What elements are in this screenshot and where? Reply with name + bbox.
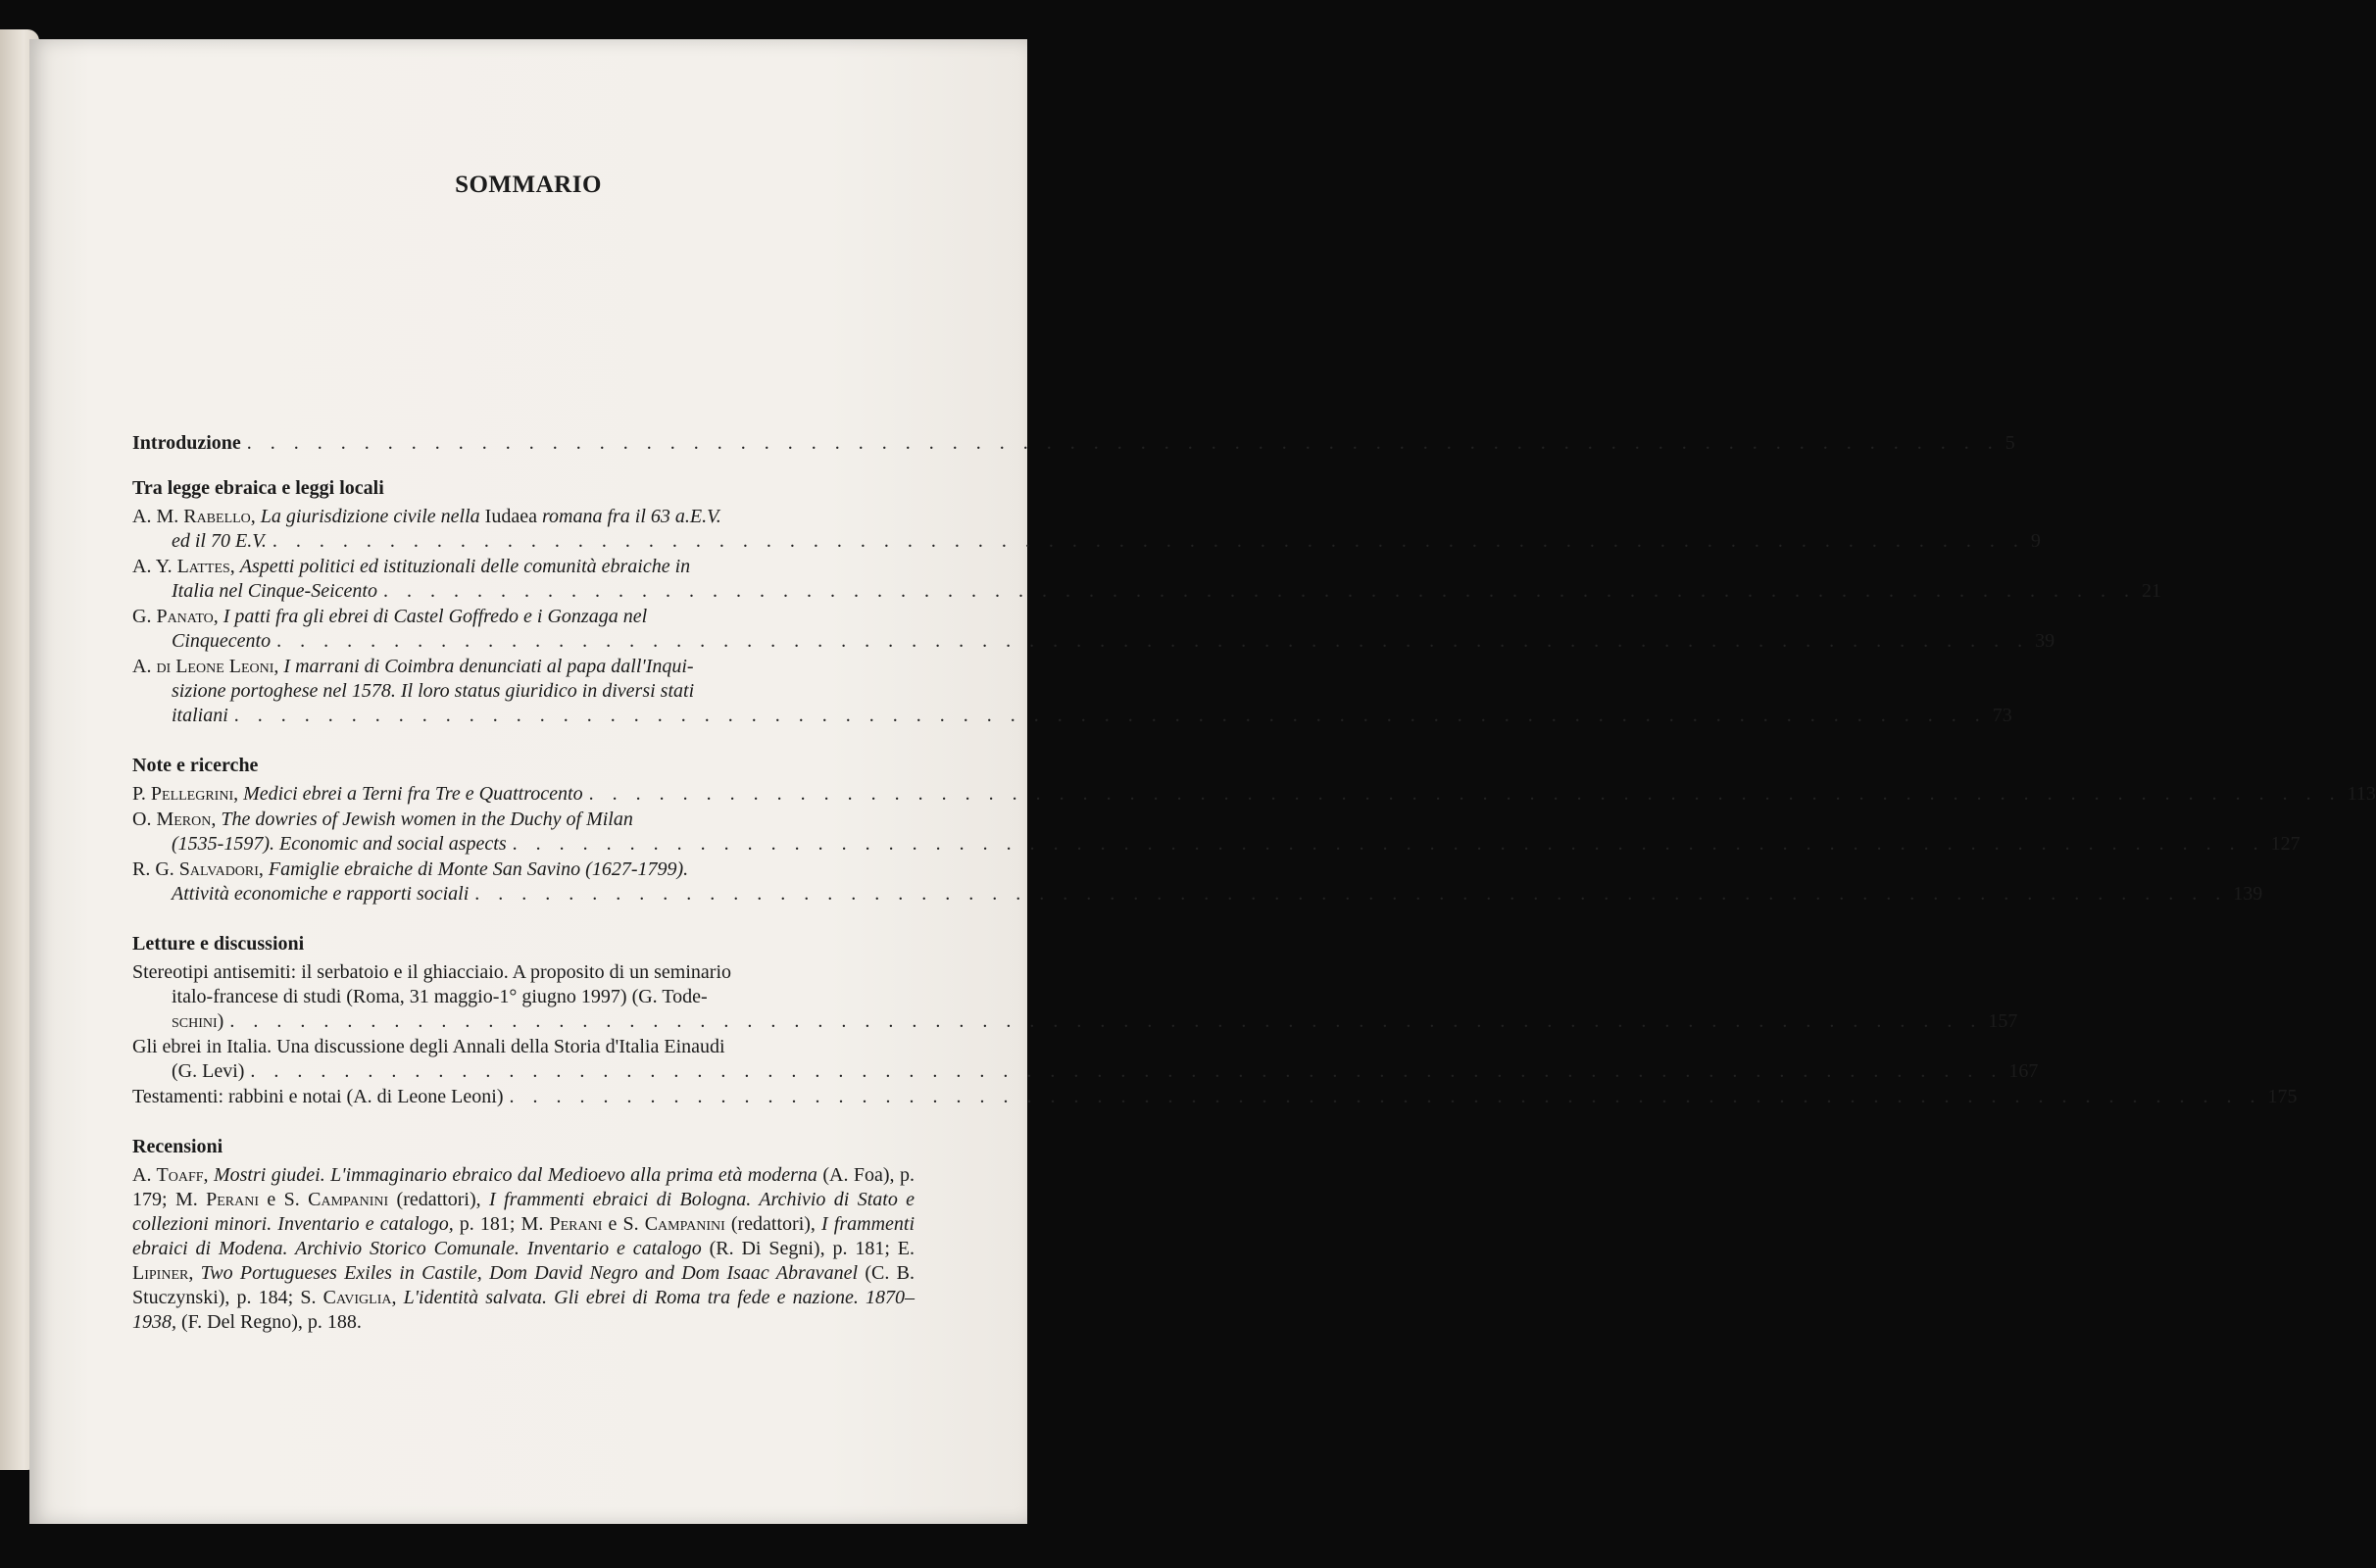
section-heading: Recensioni (132, 1136, 223, 1157)
entry-title-line: (1535-1597). Economic and social aspects (172, 833, 507, 855)
role: (redattori), (730, 1213, 816, 1235)
review-title: I frammenti ebraici di Modena. Archivio Storico Comunale. Inventario e catalogo (132, 1213, 916, 1259)
reviews-paragraph (132, 1163, 924, 1335)
review-ref: (A. Foa), p. 179; (132, 1164, 915, 1210)
toc-entry-salvadori (132, 858, 2263, 906)
review-title: I frammenti ebraici di Bologna. Archivio di Stato e collezioni minori. Inventario e catalogo, (132, 1189, 916, 1235)
toc-entry-testamenti (132, 1085, 2298, 1109)
entry-title-line: schini) (172, 1010, 224, 1032)
leader-dots: . . . . . . . . . . . . . . . . . . . . . . . . . . . . . . . . . . . . . . . . . . . . . . . . . . . . . . . . . . . . . . . . . . . . . . . . . . . (233, 705, 1987, 726)
leader-dots: . . . . . . . . . . . . . . . . . . . . . . . . . . . . . . . . . . . . . . . . . . . . . . . . . . . . . . . . . . . . . . . . . . . . . . . . . . . (229, 1010, 1983, 1032)
entry-title: The dowries of Jewish women in the Duchy of Milan (221, 808, 633, 830)
toc-entry-meron (132, 808, 2301, 857)
author: A. di Leone Leoni, (132, 656, 279, 677)
leader-dots: . . . . . . . . . . . . . . . . . . . . . . . . . . . . . . . . . . . . . . . . . . . . . . . . . . . . . . . . . . . . . . . . . . . . . . . . . . . (272, 530, 2025, 552)
entry-title-line: ed il 70 E.V. (172, 530, 267, 552)
table-of-contents (132, 431, 2376, 1335)
author: O. Meron, (132, 808, 217, 830)
review-ref: (C. B. Stuczynski), p. 184; (132, 1262, 916, 1308)
leader-dots: . . . . . . . . . . . . . . . . . . . . . . . . . . . . . . . . . . . . . . . . . . . . . . . . . . . . . . . . . . . . . . . . . . . . . . . . . . . (474, 883, 2228, 905)
entry-title: I patti fra gli ebrei di Castel Goffredo e i Gonzaga nel (223, 606, 648, 627)
review-ref: (F. Del Regno), p. 188. (181, 1311, 362, 1333)
entry-title: Testamenti: rabbini e notai (A. di Leone Leoni) (132, 1086, 504, 1107)
toc-entry-stereotipi (132, 960, 2018, 1034)
page-number: 127 (2270, 833, 2301, 855)
leader-dots: . . . . . . . . . . . . . . . . . . . . . . . . . . . . . . . . . . . . . . . . . . . . . . . . . . . . . . . . . . . . . . . . . . . . . . . . . . . (382, 580, 2136, 602)
review-title: Mostri giudei. L'immaginario ebraico dal Medioevo alla prima età moderna (213, 1164, 817, 1186)
role: (redattori), (396, 1189, 481, 1210)
page-number: 175 (2267, 1086, 2298, 1107)
toc-entry-lattes (132, 555, 2161, 604)
section-heading: Tra legge ebraica e leggi locali (132, 477, 384, 499)
author: M. Perani (520, 1213, 603, 1235)
leader-dots: . . . . . . . . . . . . . . . . . . . . . . . . . . . . . . . . . . . . . . . . . . . . . . . . . . . . . . . . . . . . . . . . . . . . . . . . . . . (588, 783, 2342, 805)
entry-title-line: italiani (172, 705, 228, 726)
entry-title: Stereotipi antisemiti: il serbatoio e il ghiacciaio. A proposito di un seminario (132, 961, 732, 983)
author: A. Y. Lattes, (132, 556, 235, 577)
section-heading: Note e ricerche (132, 755, 259, 776)
toc-entry-ebrei-in-italia (132, 1035, 2039, 1084)
leader-dots: . . . . . . . . . . . . . . . . . . . . . . . . . . . . . . . . . . . . . . . . . . . . . . . . . . . . . . . . . . . . . . . . . . . . . . . . . . . (276, 630, 2030, 652)
entry-title-line: Attività economiche e rapporti sociali (172, 883, 470, 905)
toc-entry-rabello (132, 505, 2041, 554)
leader-dots: . . . . . . . . . . . . . . . . . . . . . . . . . . . . . . . . . . . . . . . . . . . . . . . . . . . . . . . . . . . . . . . . . . . . . . . . . . . (512, 833, 2265, 855)
page-number: 139 (2233, 883, 2263, 905)
toc-entry-introduzione (132, 431, 2015, 456)
entry-title: Medici ebrei a Terni fra Tre e Quattrocento (243, 783, 583, 805)
author: S. Campanini (622, 1213, 725, 1235)
leader-dots: . . . . . . . . . . . . . . . . . . . . . . . . . . . . . . . . . . . . . . . . . . . . . . . . . . . . . . . . . . . . . . . . . . . . . . . . . . . (250, 1060, 2004, 1082)
entry-title: Famiglie ebraiche di Monte San Savino (1627-1799). (268, 858, 689, 880)
page-number: 157 (1988, 1010, 2018, 1032)
author: M. Perani (174, 1189, 259, 1210)
toc-entry-leoni (132, 655, 2012, 728)
toc-entry-label: Introduzione (132, 432, 241, 454)
page-number: 5 (2005, 432, 2015, 454)
author: A. M. Rabello, (132, 506, 256, 527)
page-number: 73 (1992, 705, 2012, 726)
leader-dots: . . . . . . . . . . . . . . . . . . . . . . . . . . . . . . . . . . . . . . . . . . . . . . . . . . . . . . . . . . . . . . . . . . . . . . . . . . . (246, 432, 2000, 454)
entry-title: La giurisdizione civile nella (260, 506, 480, 527)
review-ref: (R. Di Segni), p. 181; (709, 1238, 890, 1259)
section-heading: Letture e discussioni (132, 933, 305, 955)
page-number: 39 (2035, 630, 2055, 652)
author: S. Caviglia, (300, 1287, 397, 1308)
author: S. Campanini (283, 1189, 389, 1210)
entry-title-line: Italia nel Cinque-Seicento (172, 580, 377, 602)
entry-title-line: (G. Levi) (172, 1060, 245, 1082)
author: G. Panato, (132, 606, 219, 627)
page-number: 21 (2141, 580, 2161, 602)
entry-title: Aspetti politici ed istituzionali delle comunità ebraiche in (239, 556, 691, 577)
page-number: 113 (2347, 783, 2376, 805)
conjunction: e (267, 1189, 276, 1210)
entry-title-roman: Iudaea (484, 506, 537, 527)
page-title: SOMMARIO (455, 172, 602, 198)
review-ref: p. 181; (459, 1213, 516, 1235)
entry-title: Gli ebrei in Italia. Una discussione degli Annali della Storia d'Italia Einaudi (132, 1036, 725, 1057)
entry-title-line: Cinquecento (172, 630, 272, 652)
author: A. Toaff, (132, 1164, 209, 1186)
leader-dots: . . . . . . . . . . . . . . . . . . . . . . . . . . . . . . . . . . . . . . . . . . . . . . . . . . . . . . . . . . . . . . . . . . . . . . . . . . . (509, 1086, 2262, 1107)
author: E. Lipiner, (132, 1238, 916, 1284)
page-number: 9 (2030, 530, 2041, 552)
entry-title-cont: romana fra il 63 a.E.V. (541, 506, 721, 527)
review-title: L'identità salvata. Gli ebrei di Roma tra fede e nazione. 1870–1938, (132, 1287, 915, 1333)
toc-entry-pellegrini (132, 782, 2376, 807)
toc-entry-panato (132, 605, 2055, 654)
book-page (29, 39, 2376, 1524)
page-number: 167 (2008, 1060, 2039, 1082)
conjunction: e (608, 1213, 618, 1235)
entry-title: I marrani di Coimbra denunciati al papa dall'Inqui- (283, 656, 694, 677)
author: R. G. Salvadori, (132, 858, 264, 880)
entry-title-line: italo-francese di studi (Roma, 31 maggio-1° giugno 1997) (G. Tode- (172, 986, 708, 1007)
review-title: Two Portugueses Exiles in Castile, Dom David Negro and Dom Isaac Abravanel (200, 1262, 859, 1284)
entry-title-line: sizione portoghese nel 1578. Il loro status giuridico in diversi stati (172, 680, 695, 702)
author: P. Pellegrini, (132, 783, 239, 805)
